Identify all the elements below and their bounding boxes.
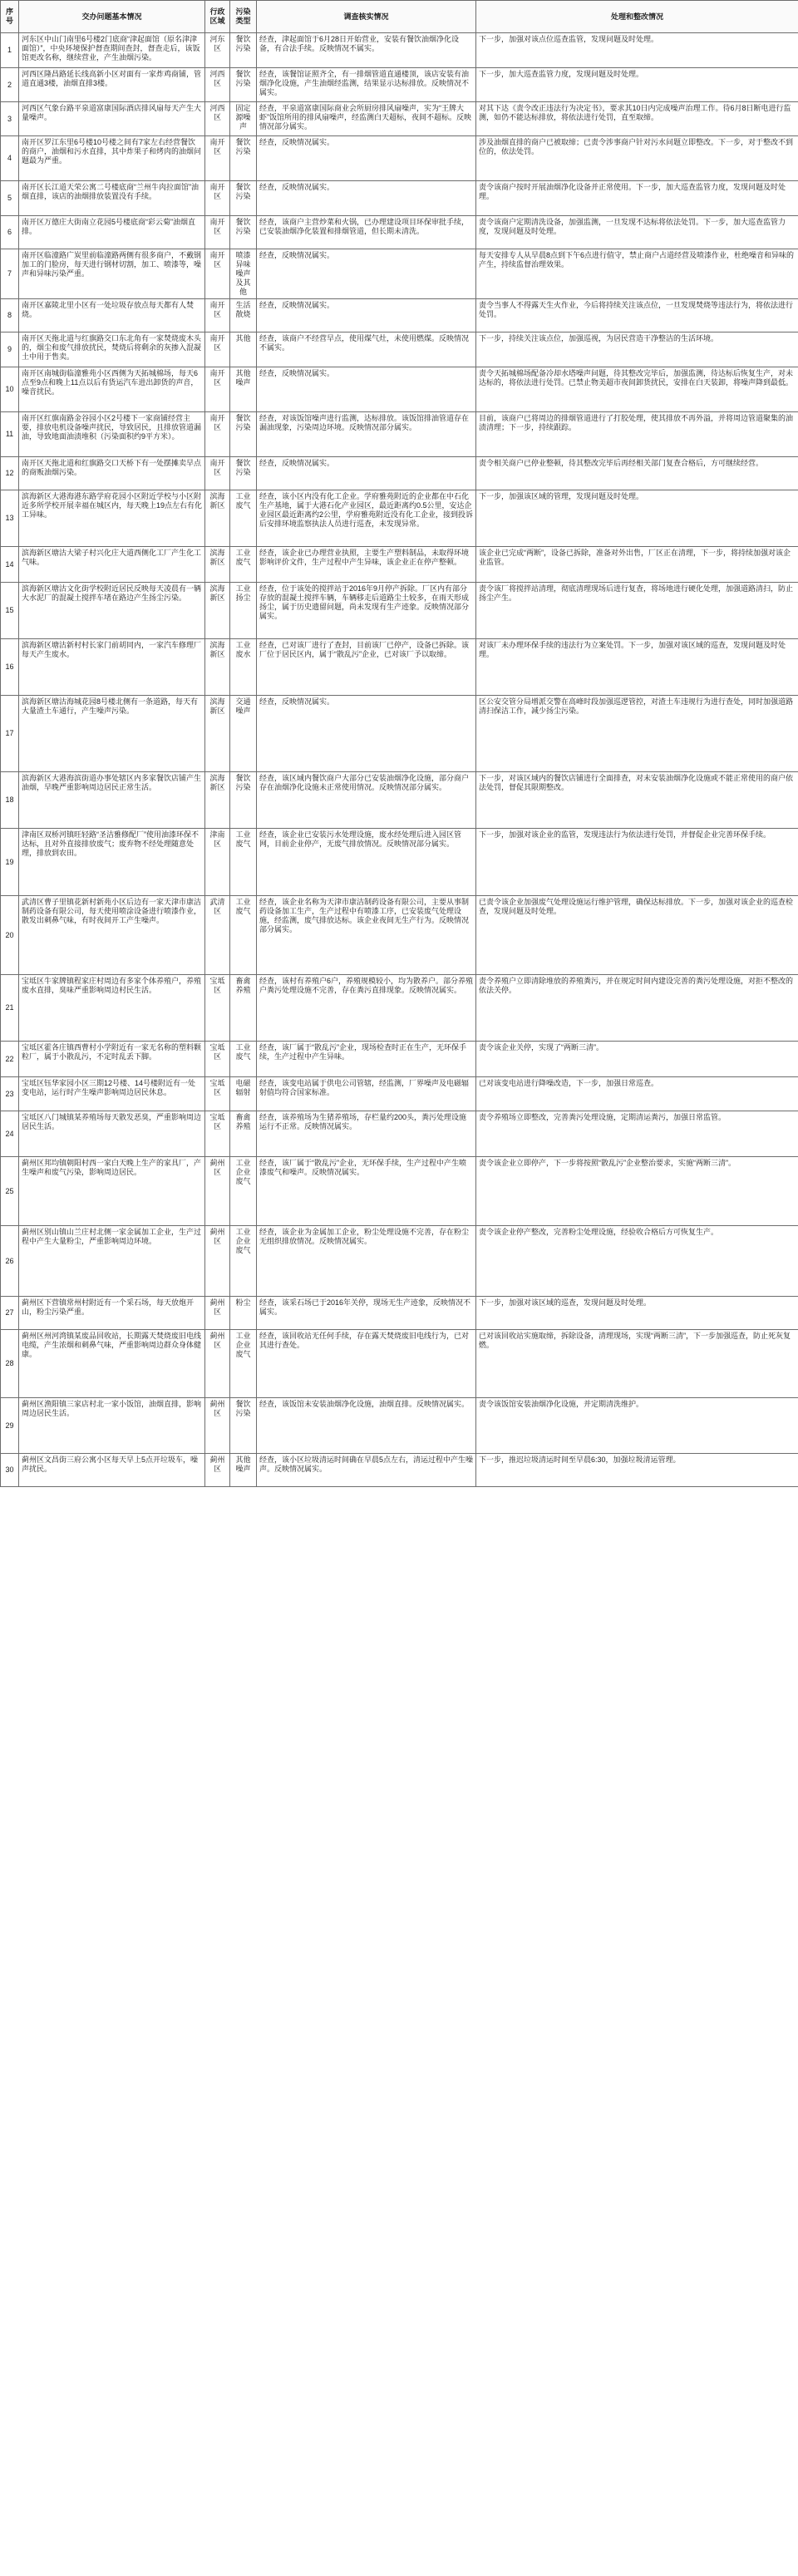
- pollution-type: 其他: [230, 332, 257, 367]
- pollution-type: 其他噪声: [230, 1454, 257, 1487]
- handling-measures: 责令该饭馆安装油烟净化设施，并定期清洗维护。: [476, 1398, 798, 1454]
- table-row: [1, 136, 798, 181]
- district: 河东区: [205, 33, 230, 68]
- handling-measures: 下一步，持续关注该点位，加强巡视，为居民营造干净整洁的生活环境。: [476, 332, 798, 367]
- issue-description: 南开区临潼路广炭里前临潼路两侧有很多商户，不戴钢加工的门脸房，每天进行钢材切割，加工、喷漆等，噪声和异味污染严重。: [19, 249, 205, 299]
- district: 滨海新区: [205, 772, 230, 829]
- row-number: 20: [1, 896, 19, 975]
- table-row: [1, 490, 798, 547]
- issue-description: 南开区万德庄大街南立花园5号楼底商“彩云菊”油烟直排。: [19, 216, 205, 249]
- row-number: 3: [1, 102, 19, 136]
- investigation-result: 经查，反映情况属实。: [257, 696, 476, 772]
- handling-measures: 责令相关商户已停业整顿，待其整改完毕后再经相关部门复查合格后，方可继续经营。: [476, 457, 798, 490]
- row-number: 8: [1, 299, 19, 332]
- issue-description: 蓟州区别山镇山兰庄村北侧一家金属加工企业，生产过程中产生大量粉尘，严重影响周边环境。: [19, 1226, 205, 1297]
- row-number: 13: [1, 490, 19, 547]
- table-row: [1, 829, 798, 896]
- district: 南开区: [205, 367, 230, 412]
- district: 滨海新区: [205, 547, 230, 583]
- pollution-type: 畜禽养殖: [230, 975, 257, 1042]
- handling-measures: 每天安排专人从早晨8点到下午6点进行值守，禁止商户占道经营及喷漆作业，杜绝噪音和异味的产生，持续监督治理效果。: [476, 249, 798, 299]
- header-type: 污染类型: [230, 1, 257, 33]
- handling-measures: 已对该回收站实施取缔，拆除设备，清理现场，实现“两断三清”，下一步加强巡查，防止死灰复燃。: [476, 1330, 798, 1398]
- handling-measures: 下一步，加强对该企业的监管，发现违法行为依法进行处罚，并督促企业完善环保手续。: [476, 829, 798, 896]
- pollution-type: 交通噪声: [230, 696, 257, 772]
- row-number: 22: [1, 1042, 19, 1077]
- pollution-type: 餐饮污染: [230, 68, 257, 102]
- investigation-result: 经查，对该饭馆噪声进行监测，达标排放。该饭馆排油管道存在漏油现象，污染周边环境。反映情况部分属实。: [257, 412, 476, 457]
- pollution-type: 电磁辐射: [230, 1077, 257, 1111]
- issue-description: 滨海新区塘沽新村村长家门前胡同内，一家汽车修理厂每天产生废水。: [19, 639, 205, 696]
- row-number: 28: [1, 1330, 19, 1398]
- header-investigation: 调查核实情况: [257, 1, 476, 33]
- district: 蓟州区: [205, 1226, 230, 1297]
- district: 南开区: [205, 299, 230, 332]
- row-number: 12: [1, 457, 19, 490]
- pollution-type: 工业废水: [230, 639, 257, 696]
- issue-description: 宝坻区八门城镇某养殖场每天散发恶臭，严重影响周边居民生活。: [19, 1111, 205, 1157]
- district: 蓟州区: [205, 1398, 230, 1454]
- district: 武清区: [205, 896, 230, 975]
- handling-measures: 责令该企业立即停产，下一步将按照“散乱污”企业整治要求，实施“两断三清”。: [476, 1157, 798, 1226]
- issue-description: 河西区隆昌路延长线高新小区对面有一家炸鸡商铺，管道直通3楼，油烟直排3楼。: [19, 68, 205, 102]
- investigation-result: 经查，该小区垃圾清运时间确在早晨5点左右，清运过程中产生噪声。反映情况属实。: [257, 1454, 476, 1487]
- issue-description: 南开区红旗南路金谷园小区2号楼下一家商铺经营主要，排放电机设备噪声扰民，导致居民，且排放管道漏油，导致地面油渍堆积（污染面积约9平方米）。: [19, 412, 205, 457]
- investigation-result: 经查，该厂属于“散乱污”企业，无环保手续，生产过程中产生喷漆废气和噪声。反映情况属实。: [257, 1157, 476, 1226]
- pollution-type: 餐饮污染: [230, 1398, 257, 1454]
- issue-description: 南开区南城街临潼雅苑小区西侧为天拓城棉场，每天6点至9点和晚上11点以后有货运汽车进出卸货的声音，噪音扰民。: [19, 367, 205, 412]
- pollution-type: 畜禽养殖: [230, 1111, 257, 1157]
- district: 南开区: [205, 216, 230, 249]
- table-row: [1, 367, 798, 412]
- header-issue: 交办问题基本情况: [19, 1, 205, 33]
- table-row: [1, 1042, 798, 1077]
- pollution-type: 固定源噪声: [230, 102, 257, 136]
- row-number: 7: [1, 249, 19, 299]
- pollution-type: 工业废气: [230, 1042, 257, 1077]
- table-row: [1, 639, 798, 696]
- investigation-result: 经查，反映情况属实。: [257, 249, 476, 299]
- row-number: 26: [1, 1226, 19, 1297]
- row-number: 5: [1, 181, 19, 216]
- table-row: [1, 181, 798, 216]
- district: 蓟州区: [205, 1454, 230, 1487]
- table-row: [1, 1077, 798, 1111]
- table-row: [1, 68, 798, 102]
- investigation-result: 经查，该企业已安装污水处理设施，废水经处理后进入园区管网，目前企业停产，无废气排放情况。反映情况部分属实。: [257, 829, 476, 896]
- row-number: 17: [1, 696, 19, 772]
- issue-description: 宝坻区霍各庄镇西曹村小学附近有一家无名称的塑料颗粒厂，属于小散乱污，不定时乱丢下脚。: [19, 1042, 205, 1077]
- pollution-type: 餐饮污染: [230, 181, 257, 216]
- handling-measures: 该企业已完成“两断”，设备已拆除，准备对外出售，厂区正在清理，下一步，将持续加强对该企业监管。: [476, 547, 798, 583]
- investigation-result: 经查，该变电站属于供电公司管辖，经监测，厂界噪声及电磁辐射值均符合国家标准。: [257, 1077, 476, 1111]
- investigation-result: 经查，津起面馆于6月28日开始营业，安装有餐饮油烟净化设备，有合法手续。反映情况不属实。: [257, 33, 476, 68]
- row-number: 30: [1, 1454, 19, 1487]
- district: 蓟州区: [205, 1330, 230, 1398]
- row-number: 15: [1, 583, 19, 639]
- investigation-result: 经查，该饭馆未安装油烟净化设施，油烟直排。反映情况属实。: [257, 1398, 476, 1454]
- table-row: [1, 896, 798, 975]
- pollution-type: 餐饮污染: [230, 136, 257, 181]
- handling-measures: 下一步，加强对该点位巡查监管，发现问题及时处理。: [476, 33, 798, 68]
- table-row: [1, 1398, 798, 1454]
- issue-description: 河东区中山门南里6号楼2门底商“津起面馆（原名津津面馆）”，中央环境保护督查期间查封，督查走后，该饭馆更改名称，继续营业，产生油烟污染。: [19, 33, 205, 68]
- investigation-result: 经查，反映情况属实。: [257, 367, 476, 412]
- district: 津南区: [205, 829, 230, 896]
- header-district: 行政区域: [205, 1, 230, 33]
- table-row: [1, 216, 798, 249]
- handling-measures: 下一步，加强对该区域的巡查，发现问题及时处理。: [476, 1297, 798, 1330]
- header-no: 序号: [1, 1, 19, 33]
- row-number: 14: [1, 547, 19, 583]
- row-number: 16: [1, 639, 19, 696]
- handling-measures: 已对该变电站进行降噪改造，下一步，加强日常巡查。: [476, 1077, 798, 1111]
- handling-measures: 区公安交管分局增派交警在高峰时段加强巡逻管控，对渣土车违规行为进行查处，同时加强道路清扫保洁工作，减少扬尘污染。: [476, 696, 798, 772]
- row-number: 4: [1, 136, 19, 181]
- handling-measures: 对其下达《责令改正违法行为决定书》，要求其10日内完成噪声治理工作。待6月8日断电进行监测，如仍不能达标排放，将依法进行处罚，直至取缔。: [476, 102, 798, 136]
- handling-measures: 责令该厂将搅拌站清理，彻底清理现场后进行复查，将场地进行硬化处理，加强道路清扫，防止扬尘产生。: [476, 583, 798, 639]
- pollution-type: 餐饮污染: [230, 216, 257, 249]
- district: 滨海新区: [205, 583, 230, 639]
- handling-measures: 责令养殖户立即清除堆放的养殖粪污，并在规定时间内建设完善的粪污处理设施，对拒不整改的依法关停。: [476, 975, 798, 1042]
- district: 南开区: [205, 457, 230, 490]
- table-row: [1, 1226, 798, 1297]
- row-number: 10: [1, 367, 19, 412]
- issue-description: 南开区天拖北道和红旗路交口天桥下有一处摆摊卖早点的商贩油烟污染。: [19, 457, 205, 490]
- table-row: [1, 249, 798, 299]
- pollution-type: 工业企业废气: [230, 1330, 257, 1398]
- investigation-result: 经查，反映情况属实。: [257, 136, 476, 181]
- table-row: [1, 299, 798, 332]
- row-number: 9: [1, 332, 19, 367]
- row-number: 23: [1, 1077, 19, 1111]
- table-body: [1, 33, 798, 1487]
- row-number: 25: [1, 1157, 19, 1226]
- pollution-type: 餐饮污染: [230, 412, 257, 457]
- table-row: [1, 1454, 798, 1487]
- investigation-result: 经查，已对该厂进行了查封，目前该厂已停产，设备已拆除。该厂位于居民区内，属于“散乱污”企业，已对该厂予以取缔。: [257, 639, 476, 696]
- issue-description: 滨海新区塘沽大梁子村兴化庄大道西侧化工厂产生化工气味。: [19, 547, 205, 583]
- investigation-result: 经查，该采石场已于2016年关停，现场无生产迹象，反映情况不属实。: [257, 1297, 476, 1330]
- row-number: 21: [1, 975, 19, 1042]
- district: 滨海新区: [205, 696, 230, 772]
- header-handling: 处理和整改情况: [476, 1, 798, 33]
- issue-description: 蓟州区渔阳镇三家店村北一家小饭馆，油烟直排，影响周边居民生活。: [19, 1398, 205, 1454]
- table-row: [1, 102, 798, 136]
- row-number: 27: [1, 1297, 19, 1330]
- pollution-type: 工业企业废气: [230, 1226, 257, 1297]
- district: 南开区: [205, 332, 230, 367]
- investigation-result: 经查，该小区内没有化工企业。学府雅苑附近的企业都在中石化生产基地，属于大港石化产业园区，最近距离约0.5公里，安达企业园区最近距离约2公里，学府雅苑附近没有化工企业，接到投诉后安排环境监察执法人员进行巡查，未发现异常。: [257, 490, 476, 547]
- handling-measures: 下一步，加大巡查监管力度，发现问题及时处理。: [476, 68, 798, 102]
- district: 南开区: [205, 136, 230, 181]
- header-row: [1, 1, 798, 33]
- district: 南开区: [205, 412, 230, 457]
- row-number: 29: [1, 1398, 19, 1454]
- handling-measures: 目前，该商户已将周边的排烟管道进行了打胶处理，使其排放不再外溢，并将周边管道聚集的油渍清理；下一步，持续跟踪。: [476, 412, 798, 457]
- handling-measures: 已责令该企业加强废气处理设施运行维护管理，确保达标排放。下一步，加强对该企业的巡查检查，发现问题及时处理。: [476, 896, 798, 975]
- table-row: [1, 1157, 798, 1226]
- pollution-type: 喷漆异味噪声及其他: [230, 249, 257, 299]
- handling-measures: 责令该企业停产整改，完善粉尘处理设施，经验收合格后方可恢复生产。: [476, 1226, 798, 1297]
- table-row: [1, 583, 798, 639]
- handling-measures: 涉及油烟直排的商户已被取缔；已责令涉事商户针对污水问题立即整改。下一步，对于整改不到位的，依法处罚。: [476, 136, 798, 181]
- investigation-result: 经查，该企业名称为天津市康洁制药设备有限公司，主要从事制药设备加工生产，生产过程中有喷漆工序，已安装废气处理设施，经监测，废气排放达标。该企业夜间无生产行为。反映情况部分属实。: [257, 896, 476, 975]
- issue-description: 滨海新区大港海滨街道办事处辖区内多家餐饮店铺产生油烟，早晚严重影响周边居民正常生活。: [19, 772, 205, 829]
- district: 滨海新区: [205, 490, 230, 547]
- pollution-type: 工业废气: [230, 490, 257, 547]
- table-row: [1, 1330, 798, 1398]
- investigation-result: 经查，平泉道富康国际商业会所厨房排风扇噪声，实为“王牌大虾”饭馆所用的排风扇噪声，经监测白天超标，夜间不超标。反映情况部分属实。: [257, 102, 476, 136]
- district: 宝坻区: [205, 975, 230, 1042]
- district: 宝坻区: [205, 1077, 230, 1111]
- investigation-result: 经查，位于该处的搅拌站于2016年9月停产拆除。厂区内有部分存放的混凝土搅拌车辆，车辆移走后道路尘土较多，在雨天形成扬尘，属于历史遗留问题，尚未发现有生产迹象。反映情况部分属实。: [257, 583, 476, 639]
- table-row: [1, 772, 798, 829]
- district: 南开区: [205, 181, 230, 216]
- table-row: [1, 696, 798, 772]
- issue-description: 蓟州区州河湾镇某废品回收站，长期露天焚烧废旧电线电缆，产生浓烟和刺鼻气味，严重影响周边群众身体健康。: [19, 1330, 205, 1398]
- table-row: [1, 1297, 798, 1330]
- pollution-type: 餐饮污染: [230, 457, 257, 490]
- issue-description: 南开区罗江东里6号楼10号楼之间有7家左右经营餐饮的商户，油烟和污水直排，其中炸果子和烤肉的油烟问题最为严重。: [19, 136, 205, 181]
- issue-description: 滨海新区塘沽海城花园8号楼北侧有一条道路，每天有大量渣土车通行，产生噪声污染。: [19, 696, 205, 772]
- issue-description: 滨海新区大港海港东路学府花园小区附近学校与小区附近多所学校开展幸福在城区内，每天晚上19点左右有化工异味。: [19, 490, 205, 547]
- investigation-result: 经查，该商户不经营早点，使用煤气灶，未使用燃煤。反映情况不属实。: [257, 332, 476, 367]
- handling-measures: 责令天拓城棉场配备冷却水塔噪声问题，待其整改完毕后，加强监测，待达标后恢复生产，对未达标的，将依法进行处罚。已禁止物美超市夜间卸货扰民，安排在白天装卸，将噪声降到最低。: [476, 367, 798, 412]
- table-row: [1, 1111, 798, 1157]
- issue-description: 蓟州区下营镇常州村附近有一个采石场，每天放炮开山，粉尘污染严重。: [19, 1297, 205, 1330]
- investigation-result: 经查，反映情况属实。: [257, 299, 476, 332]
- issue-description: 南开区天拖北道与红旗路交口东北角有一家焚烧废木头的，烟尘和废气排放扰民，焚烧后将剩余的灰掺入混凝土中用于售卖。: [19, 332, 205, 367]
- handling-measures: 下一步，对该区域内的餐饮店铺进行全面排查，对未安装油烟净化设施或不能正常使用的商户依法处罚，督促其限期整改。: [476, 772, 798, 829]
- investigation-result: 经查，该餐馆证照齐全，有一排烟管道直通楼顶，该店安装有油烟净化设施，产生油烟经监测，结果显示达标排放。反映情况不属实。: [257, 68, 476, 102]
- district: 蓟州区: [205, 1297, 230, 1330]
- handling-measures: 责令该商户按时开展油烟净化设备并正常使用。下一步，加大巡查监管力度，发现问题及时处理。: [476, 181, 798, 216]
- row-number: 2: [1, 68, 19, 102]
- investigation-result: 经查，该区域内餐饮商户大部分已安装油烟净化设施，部分商户存在油烟净化设施未正常使用情况。反映情况部分属实。: [257, 772, 476, 829]
- handling-measures: 责令当事人不得露天生火作业，今后将持续关注该点位，一旦发现焚烧等违法行为，将依法进行处罚。: [476, 299, 798, 332]
- table-row: [1, 975, 798, 1042]
- table-row: [1, 332, 798, 367]
- issue-description: 河西区气象台路平泉道富康国际酒店排风扇每天产生大量噪声。: [19, 102, 205, 136]
- handling-measures: 责令养殖场立即整改，完善粪污处理设施，定期清运粪污，加强日常监管。: [476, 1111, 798, 1157]
- district: 南开区: [205, 249, 230, 299]
- table-row: [1, 33, 798, 68]
- investigation-result: 经查，反映情况属实。: [257, 457, 476, 490]
- issue-description: 蓟州区文昌街三府公寓小区每天早上5点开垃圾车，噪声扰民。: [19, 1454, 205, 1487]
- district: 滨海新区: [205, 639, 230, 696]
- handling-measures: 下一步，加强该区域的管理，发现问题及时处理。: [476, 490, 798, 547]
- pollution-type: 粉尘: [230, 1297, 257, 1330]
- investigation-result: 经查，该企业为金属加工企业，粉尘处理设施不完善，存在粉尘无组织排放情况。反映情况属实。: [257, 1226, 476, 1297]
- pollution-type: 工业废气: [230, 829, 257, 896]
- row-number: 19: [1, 829, 19, 896]
- table-row: [1, 457, 798, 490]
- investigation-result: 经查，该企业已办理营业执照，主要生产塑料制品，未取得环境影响评价文件，生产过程中产生异味，该企业正在停产整顿。: [257, 547, 476, 583]
- issue-description: 宝坻区钰华家园小区三期12号楼、14号楼附近有一处变电站，运行时产生噪声影响周边居民休息。: [19, 1077, 205, 1111]
- pollution-type: 工业扬尘: [230, 583, 257, 639]
- issue-description: 武清区曹子里镇花新村新苑小区后边有一家天津市康洁制药设备有限公司，每天使用喷涂设备进行喷漆作业，散发出刺鼻气味，有时夜间开工产生噪声。: [19, 896, 205, 975]
- row-number: 6: [1, 216, 19, 249]
- handling-measures: 对该厂未办理环保手续的违法行为立案处罚。下一步，加强对该区域的巡查，发现问题及时处理。: [476, 639, 798, 696]
- row-number: 18: [1, 772, 19, 829]
- issue-description: 南开区嘉陵北里小区有一处垃圾存放点每天都有人焚烧。: [19, 299, 205, 332]
- investigation-result: 经查，该回收站无任何手续，存在露天焚烧废旧电线行为，已对其进行查处。: [257, 1330, 476, 1398]
- pollution-type: 工业废气: [230, 547, 257, 583]
- issue-description: 滨海新区塘沽文化街学校附近居民反映每天凌晨有一辆大水泥厂的混凝土搅拌车堵在路边产生扬尘污染。: [19, 583, 205, 639]
- issue-description: 南开区长江道天荣公寓二号楼底商“兰州牛肉拉面馆”油烟直排，该店的油烟排放装置没有手续。: [19, 181, 205, 216]
- issue-description: 蓟州区邦均镇朝阳村西一家白天晚上生产的家具厂，产生噪声和废气污染，影响周边居民。: [19, 1157, 205, 1226]
- pollution-type: 工业企业废气: [230, 1157, 257, 1226]
- pollution-type: 工业废气: [230, 896, 257, 975]
- row-number: 11: [1, 412, 19, 457]
- district: 河西区: [205, 68, 230, 102]
- investigation-result: 经查，反映情况属实。: [257, 181, 476, 216]
- investigation-result: 经查，该村有养殖户6户，养殖规模较小，均为散养户。部分养殖户粪污处理设施不完善，存在粪污直排现象。反映情况属实。: [257, 975, 476, 1042]
- district: 宝坻区: [205, 1042, 230, 1077]
- investigation-result: 经查，该商户主营炒菜和火锅，已办理建设项目环保审批手续，已安装油烟净化装置和排烟管道，但长期未清洗。: [257, 216, 476, 249]
- table-row: [1, 412, 798, 457]
- pollution-type: 其他噪声: [230, 367, 257, 412]
- handling-measures: 责令该企业关停，实现了“两断三清”。: [476, 1042, 798, 1077]
- handling-measures: 下一步，推迟垃圾清运时间至早晨6:30，加强垃圾清运管理。: [476, 1454, 798, 1487]
- district: 蓟州区: [205, 1157, 230, 1226]
- pollution-type: 餐饮污染: [230, 772, 257, 829]
- investigation-result: 经查，该厂属于“散乱污”企业，现场检查时正在生产，无环保手续，生产过程中产生异味。: [257, 1042, 476, 1077]
- investigation-result: 经查，该养殖场为生猪养殖场，存栏量约200头，粪污处理设施运行不正常。反映情况属实。: [257, 1111, 476, 1157]
- issue-description: 宝坻区牛家牌镇程家庄村周边有多家个体养殖户，养殖废水直排，臭味严重影响周边村民生活。: [19, 975, 205, 1042]
- pollution-type: 生活散烧: [230, 299, 257, 332]
- pollution-type: 餐饮污染: [230, 33, 257, 68]
- issue-description: 津南区双桥河镇旺轻路“圣洁雅修配厂”使用油漆环保不达标，且对外直接排放废气；废弃物不经处理随意处理，排放到农田。: [19, 829, 205, 896]
- district: 宝坻区: [205, 1111, 230, 1157]
- table-header: [1, 1, 798, 33]
- district: 河西区: [205, 102, 230, 136]
- row-number: 1: [1, 33, 19, 68]
- table-row: [1, 547, 798, 583]
- row-number: 24: [1, 1111, 19, 1157]
- handling-measures: 责令该商户定期清洗设备，加强监测，一旦发现不达标将依法处罚。下一步，加大巡查监管力度，发现问题及时处理。: [476, 216, 798, 249]
